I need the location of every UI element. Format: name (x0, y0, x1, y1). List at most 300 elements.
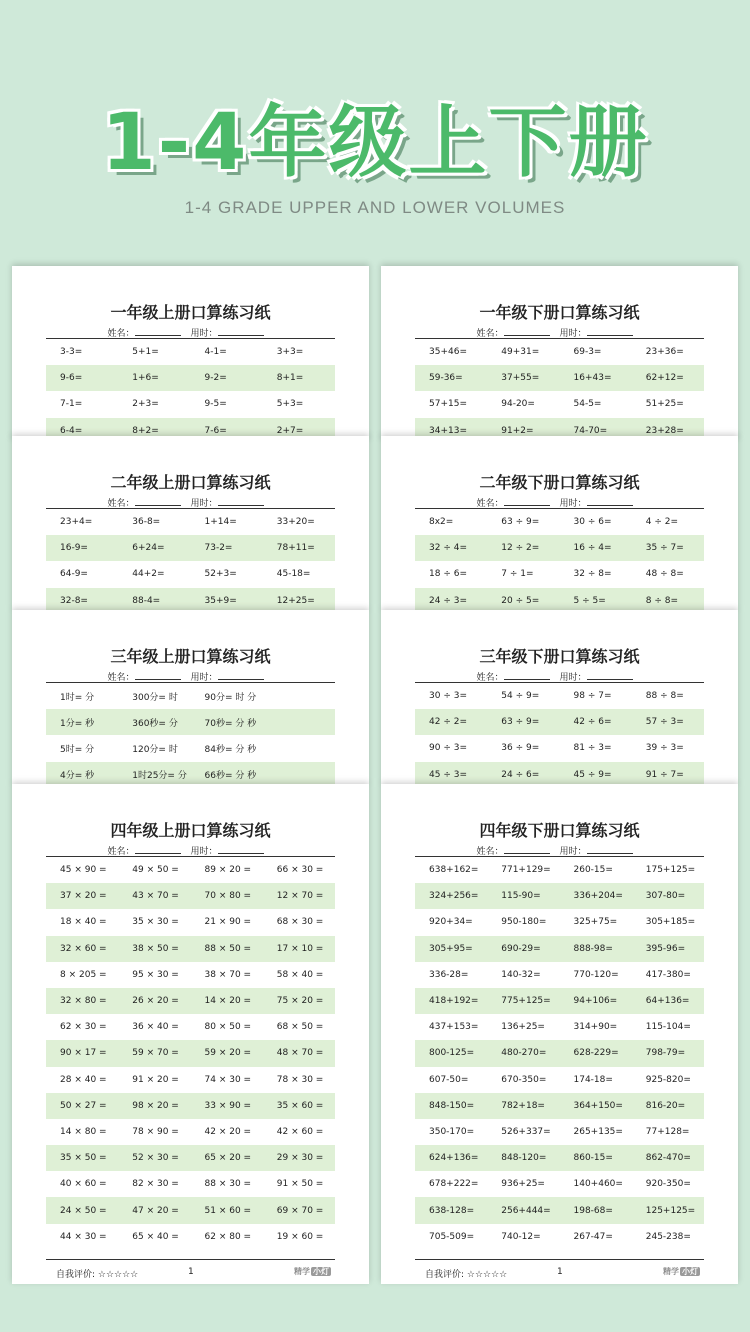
problem-row (415, 1145, 704, 1171)
problem-row (415, 857, 704, 883)
problem-cell: 63 ÷ 9= (501, 517, 540, 528)
problem-cell: 36 × 40 = (132, 1022, 179, 1033)
problem-cell: 57 ÷ 3= (645, 717, 684, 728)
problem-cell: 260-15= (573, 865, 613, 876)
problem-cell: 690-29= (501, 943, 541, 954)
problem-cell: 8 × 205 = (60, 969, 107, 980)
problem-cell: 705-509= (429, 1231, 475, 1242)
name-label: 姓名： (476, 673, 504, 683)
problem-row (415, 762, 704, 785)
name-blank[interactable] (135, 845, 181, 854)
name-blank[interactable] (504, 671, 550, 680)
problem-cell: 59-36= (429, 373, 463, 384)
problem-cell: 45-18= (276, 569, 311, 580)
problem-cell: 74-70= (573, 425, 608, 436)
hero-title: 1-4年级上下册 (101, 98, 649, 188)
problem-grid (415, 339, 704, 441)
problem-cell: 45 ÷ 3= (429, 769, 467, 780)
problem-cell: 140+460= (573, 1179, 623, 1190)
problem-row (46, 1145, 335, 1171)
problem-cell: 63 ÷ 9= (501, 717, 540, 728)
brand-logo (663, 1266, 700, 1277)
problem-cell: 267-47= (573, 1231, 613, 1242)
problem-cell: 35+46= (429, 347, 467, 358)
problem-row (415, 535, 704, 561)
problem-cell: 91 × 20 = (132, 1074, 179, 1085)
time-label: 用时： (559, 329, 587, 339)
problem-cell: 8 ÷ 8= (645, 595, 679, 606)
problem-row (46, 883, 335, 909)
problem-row (415, 962, 704, 988)
problem-cell: 32 ÷ 4= (429, 543, 467, 554)
worksheet-title: 一年级上册口算练习纸 (110, 303, 271, 322)
problem-row (415, 1224, 704, 1250)
problem-row (415, 1119, 704, 1145)
problem-cell: 98 ÷ 7= (573, 691, 612, 702)
time-blank[interactable] (587, 327, 633, 336)
worksheet-7 (12, 784, 369, 1284)
worksheet-footer (46, 1259, 335, 1280)
problem-row (415, 1171, 704, 1197)
time-label: 用时： (559, 847, 587, 857)
problem-cell: 42 ÷ 2= (429, 717, 467, 728)
problem-cell: 91+2= (501, 425, 534, 436)
problem-cell: 78 × 30 = (276, 1074, 324, 1085)
problem-cell: 23+28= (645, 425, 684, 436)
problem-row (415, 588, 704, 611)
problem-row (415, 1093, 704, 1119)
problem-cell: 35 ÷ 7= (645, 543, 684, 554)
problem-row (415, 391, 704, 417)
problem-cell: 8x2= (429, 517, 454, 528)
problem-row (415, 988, 704, 1014)
problem-cell: 49 × 50 = (132, 865, 179, 876)
problem-cell: 9-6= (60, 373, 83, 384)
time-label: 用时： (190, 847, 218, 857)
problem-cell: 45 ÷ 9= (573, 769, 612, 780)
problem-cell: 43 × 70 = (132, 891, 179, 902)
problem-cell: 62 × 80 = (204, 1231, 252, 1242)
problem-cell: 54 ÷ 9= (501, 691, 540, 702)
hero-subtitle: 1-4 GRADE UPPER AND LOWER VOLUMES (184, 198, 566, 217)
problem-row (46, 365, 335, 391)
problem-cell: 17 × 10 = (276, 943, 324, 954)
problem-grid (46, 339, 335, 441)
problem-cell: 28 × 40 = (60, 1074, 107, 1085)
problem-grid (46, 509, 335, 611)
worksheet-title: 二年级上册口算练习纸 (110, 473, 271, 492)
problem-cell: 44+2= (132, 569, 165, 580)
problem-cell: 936+25= (501, 1179, 545, 1190)
problem-cell: 4-1= (204, 347, 227, 358)
problem-row (415, 339, 704, 365)
worksheet-6 (381, 610, 738, 785)
name-label: 姓名： (476, 499, 504, 509)
time-blank[interactable] (218, 671, 264, 680)
problem-cell: 1+14= (204, 517, 237, 528)
problem-cell: 64-9= (60, 569, 88, 580)
problem-grid (415, 683, 704, 785)
problem-cell: 66 × 30 = (276, 865, 324, 876)
problem-cell: 36-8= (132, 517, 161, 528)
name-blank[interactable] (135, 497, 181, 506)
name-blank[interactable] (504, 845, 550, 854)
problem-row (46, 1171, 335, 1197)
problem-cell: 34+13= (429, 425, 467, 436)
problem-row (46, 391, 335, 417)
name-label: 姓名： (107, 329, 135, 339)
name-blank[interactable] (504, 327, 550, 336)
problem-cell: 12 ÷ 2= (501, 543, 540, 554)
problem-cell: 678+222= (429, 1179, 479, 1190)
time-blank[interactable] (587, 497, 633, 506)
problem-cell: 57+15= (429, 399, 467, 410)
brand-logo (294, 1266, 331, 1277)
problem-cell: 35+9= (204, 595, 237, 606)
name-blank[interactable] (504, 497, 550, 506)
problem-cell: 7-1= (60, 399, 83, 410)
problem-row (46, 988, 335, 1014)
worksheet-4 (381, 436, 738, 611)
problem-cell: 70秒= 分 秒 (204, 718, 257, 729)
problem-cell: 418+192= (429, 996, 479, 1007)
problem-cell: 19 × 60 = (276, 1231, 324, 1242)
problem-row (46, 509, 335, 535)
problem-cell: 9-2= (204, 373, 227, 384)
brand-logo-text: 精学 (663, 1267, 679, 1276)
problem-row (415, 1040, 704, 1066)
name-label: 姓名： (476, 329, 504, 339)
problem-cell: 395-96= (645, 943, 686, 954)
problem-cell: 42 ÷ 6= (573, 717, 612, 728)
problem-cell: 174-18= (573, 1074, 613, 1085)
worksheet-title: 四年级下册口算练习纸 (479, 821, 640, 840)
problem-row (415, 1014, 704, 1040)
problem-cell: 862-470= (645, 1153, 691, 1164)
problem-cell: 54-5= (573, 399, 602, 410)
problem-cell: 77+128= (645, 1126, 690, 1137)
problem-cell: 62 × 30 = (60, 1022, 107, 1033)
problem-cell: 6+24= (132, 543, 165, 554)
worksheet-5 (12, 610, 369, 785)
problem-row (46, 561, 335, 587)
problem-cell: 45 × 90 = (60, 865, 107, 876)
worksheet-footer (415, 1259, 704, 1280)
problem-cell: 75 × 20 = (276, 996, 324, 1007)
problem-cell: 78 × 90 = (132, 1126, 179, 1137)
problem-cell: 120分= 时 (132, 744, 178, 755)
problem-cell: 638-128= (429, 1205, 475, 1216)
problem-cell: 18 ÷ 6= (429, 569, 467, 580)
problem-row (46, 588, 335, 611)
problem-cell: 607-50= (429, 1074, 469, 1085)
problem-cell: 325+75= (573, 917, 618, 928)
problem-cell: 16-9= (60, 543, 88, 554)
problem-cell: 480-270= (501, 1048, 547, 1059)
worksheet-title: 三年级上册口算练习纸 (110, 647, 271, 666)
name-blank[interactable] (135, 327, 181, 336)
problem-cell: 64+136= (645, 996, 690, 1007)
problem-cell: 5+1= (132, 347, 159, 358)
problem-row (46, 709, 335, 735)
problem-row (46, 683, 335, 709)
time-label: 用时： (190, 329, 218, 339)
problem-cell: 670-350= (501, 1074, 547, 1085)
problem-cell: 360秒= 分 (132, 718, 178, 729)
problem-cell: 32 × 80 = (60, 996, 107, 1007)
problem-cell: 49+31= (501, 347, 540, 358)
problem-cell: 52+3= (204, 569, 237, 580)
problem-row (415, 683, 704, 709)
problem-row (415, 1197, 704, 1223)
problem-row (46, 1119, 335, 1145)
problem-cell: 88 × 50 = (204, 943, 252, 954)
problem-row (46, 1197, 335, 1223)
problem-cell: 23+4= (60, 517, 93, 528)
problem-cell: 66秒= 分 秒 (204, 771, 257, 782)
worksheet-1 (12, 266, 369, 441)
problem-cell: 51+25= (645, 399, 684, 410)
problem-cell: 1分= 秒 (60, 718, 95, 729)
problem-cell: 3+3= (276, 347, 304, 358)
problem-cell: 94+106= (573, 996, 618, 1007)
problem-cell: 314+90= (573, 1022, 618, 1033)
problem-cell: 42 × 20 = (204, 1126, 252, 1137)
time-blank[interactable] (587, 845, 633, 854)
problem-cell: 39 ÷ 3= (645, 743, 684, 754)
problem-cell: 88 × 30 = (204, 1179, 252, 1190)
problem-cell: 65 × 20 = (204, 1153, 252, 1164)
problem-row (415, 883, 704, 909)
problem-cell: 35 × 60 = (276, 1100, 324, 1111)
brand-logo-tag: 小灯 (313, 1267, 329, 1276)
problem-cell: 32-8= (60, 595, 88, 606)
problem-cell: 14 × 20 = (204, 996, 252, 1007)
problem-cell: 32 ÷ 8= (573, 569, 612, 580)
page-number: 1 (557, 1267, 563, 1277)
problem-cell: 324+256= (429, 891, 479, 902)
problem-cell: 98 × 20 = (132, 1100, 179, 1111)
problem-cell: 48 × 70 = (276, 1048, 324, 1059)
worksheet-title: 三年级下册口算练习纸 (479, 647, 640, 666)
problem-cell: 9-5= (204, 399, 227, 410)
problem-row (415, 735, 704, 761)
problem-cell: 771+129= (501, 865, 551, 876)
problem-cell: 50 × 27 = (60, 1100, 107, 1111)
worksheet-2 (381, 266, 738, 441)
problem-cell: 48 ÷ 8= (645, 569, 684, 580)
problem-cell: 437+153= (429, 1022, 479, 1033)
problem-cell: 4分= 秒 (60, 771, 95, 782)
problem-cell: 198-68= (573, 1205, 613, 1216)
problem-cell: 16+43= (573, 373, 612, 384)
problem-cell: 32 × 60 = (60, 943, 107, 954)
problem-cell: 74 × 30 = (204, 1074, 252, 1085)
problem-grid (415, 509, 704, 611)
problem-cell: 29 × 30 = (276, 1153, 324, 1164)
problem-cell: 69-3= (573, 347, 602, 358)
problem-row (46, 1067, 335, 1093)
problem-cell: 20 ÷ 5= (501, 595, 540, 606)
problem-cell: 4 ÷ 2= (645, 517, 679, 528)
problem-cell: 14 × 80 = (60, 1126, 107, 1137)
problem-cell: 800-125= (429, 1048, 475, 1059)
problem-grid (46, 683, 335, 785)
problem-cell: 816-20= (645, 1100, 686, 1111)
problem-row (415, 365, 704, 391)
problem-row (415, 936, 704, 962)
problem-row (46, 1093, 335, 1119)
problem-cell: 888-98= (573, 943, 613, 954)
page-number: 1 (188, 1267, 194, 1277)
problem-cell: 81 ÷ 3= (573, 743, 612, 754)
problem-cell: 91 × 50 = (276, 1179, 324, 1190)
problem-cell: 624+136= (429, 1153, 479, 1164)
problem-cell: 1+6= (132, 373, 159, 384)
problem-cell: 256+444= (501, 1205, 551, 1216)
problem-cell: 798-79= (645, 1048, 686, 1059)
worksheet-title: 一年级下册口算练习纸 (479, 303, 640, 322)
problem-row (46, 339, 335, 365)
problem-row (415, 509, 704, 535)
problem-grid (46, 857, 335, 1250)
problem-cell: 782+18= (501, 1100, 545, 1111)
problem-cell: 307-80= (645, 891, 686, 902)
problem-cell: 860-15= (573, 1153, 613, 1164)
problem-cell: 84秒= 分 秒 (204, 744, 257, 755)
problem-cell: 82 × 30 = (132, 1179, 179, 1190)
problem-cell: 90 × 17 = (60, 1048, 107, 1059)
problem-row (415, 561, 704, 587)
problem-cell: 24 ÷ 6= (501, 769, 540, 780)
problem-cell: 336-28= (429, 969, 469, 980)
problem-cell: 16 ÷ 4= (573, 543, 612, 554)
problem-cell: 37 × 20 = (60, 891, 107, 902)
problem-row (46, 1014, 335, 1040)
worksheet-title: 四年级上册口算练习纸 (110, 821, 271, 840)
problem-cell: 40 × 60 = (60, 1179, 107, 1190)
problem-row (46, 909, 335, 935)
problem-cell: 300分= 时 (132, 692, 178, 703)
problem-cell: 5 ÷ 5= (573, 595, 606, 606)
problem-grid (415, 857, 704, 1250)
problem-cell: 91 ÷ 7= (645, 769, 684, 780)
name-blank[interactable] (135, 671, 181, 680)
problem-row (46, 762, 335, 785)
problem-cell: 848-120= (501, 1153, 547, 1164)
worksheet-title: 二年级下册口算练习纸 (479, 473, 640, 492)
self-evaluation: 自我评价: ☆☆☆☆☆ (56, 1270, 139, 1280)
problem-cell: 35 × 30 = (132, 917, 179, 928)
time-label: 用时： (190, 499, 218, 509)
time-label: 用时： (559, 673, 587, 683)
problem-cell: 8+1= (276, 373, 304, 384)
problem-cell: 136+25= (501, 1022, 545, 1033)
problem-cell: 59 × 70 = (132, 1048, 179, 1059)
problem-cell: 30 ÷ 3= (429, 691, 467, 702)
self-evaluation: 自我评价: ☆☆☆☆☆ (425, 1270, 508, 1280)
time-blank[interactable] (218, 327, 264, 336)
problem-cell: 848-150= (429, 1100, 475, 1111)
problem-cell: 38 × 70 = (204, 969, 252, 980)
name-label: 姓名： (476, 847, 504, 857)
problem-cell: 94-20= (501, 399, 535, 410)
problem-cell: 44 × 30 = (60, 1231, 107, 1242)
problem-cell: 175+125= (645, 865, 696, 876)
problem-cell: 305+185= (645, 917, 696, 928)
worksheet-8 (381, 784, 738, 1284)
problem-cell: 62+12= (645, 373, 684, 384)
problem-row (46, 735, 335, 761)
name-label: 姓名： (107, 847, 135, 857)
brand-logo-text: 精学 (294, 1267, 310, 1276)
problem-cell: 78+11= (276, 543, 315, 554)
problem-cell: 526+337= (501, 1126, 551, 1137)
problem-cell: 7 ÷ 1= (501, 569, 534, 580)
problem-cell: 265+135= (573, 1126, 623, 1137)
problem-cell: 1时= 分 (60, 692, 95, 703)
problem-cell: 30 ÷ 6= (573, 517, 612, 528)
time-blank[interactable] (218, 497, 264, 506)
problem-cell: 33+20= (276, 517, 315, 528)
problem-cell: 24 ÷ 3= (429, 595, 467, 606)
problem-cell: 90 ÷ 3= (429, 743, 467, 754)
time-blank[interactable] (587, 671, 633, 680)
problem-cell: 5+3= (276, 399, 304, 410)
problem-cell: 1时25分= 分 (132, 771, 187, 782)
problem-row (415, 909, 704, 935)
problem-row (46, 857, 335, 883)
problem-cell: 68 × 30 = (276, 917, 324, 928)
problem-cell: 336+204= (573, 891, 623, 902)
problem-cell: 364+150= (573, 1100, 623, 1111)
name-label: 姓名： (107, 499, 135, 509)
problem-cell: 80 × 50 = (204, 1022, 252, 1033)
problem-cell: 140-32= (501, 969, 541, 980)
problem-cell: 8+2= (132, 425, 159, 436)
problem-cell: 245-238= (645, 1231, 691, 1242)
problem-cell: 47 × 20 = (132, 1205, 179, 1216)
problem-cell: 3-3= (60, 347, 83, 358)
problem-cell: 638+162= (429, 865, 479, 876)
problem-cell: 38 × 50 = (132, 943, 179, 954)
problem-cell: 12+25= (276, 595, 315, 606)
problem-cell: 115-90= (501, 891, 541, 902)
problem-row (46, 1224, 335, 1250)
problem-row (46, 962, 335, 988)
problem-cell: 5时= 分 (60, 744, 95, 755)
problem-row (46, 936, 335, 962)
problem-cell: 775+125= (501, 996, 551, 1007)
problem-cell: 37+55= (501, 373, 540, 384)
problem-cell: 58 × 40 = (276, 969, 324, 980)
problem-cell: 21 × 90 = (204, 917, 252, 928)
problem-cell: 305+95= (429, 943, 473, 954)
problem-cell: 950-180= (501, 917, 547, 928)
time-blank[interactable] (218, 845, 264, 854)
problem-cell: 59 × 20 = (204, 1048, 252, 1059)
problem-cell: 24 × 50 = (60, 1205, 107, 1216)
problem-cell: 417-380= (645, 969, 691, 980)
problem-cell: 18 × 40 = (60, 917, 107, 928)
problem-cell: 628-229= (573, 1048, 619, 1059)
problem-cell: 925-820= (645, 1074, 691, 1085)
problem-cell: 23+36= (645, 347, 684, 358)
problem-cell: 65 × 40 = (132, 1231, 179, 1242)
problem-cell: 73-2= (204, 543, 233, 554)
problem-cell: 920-350= (645, 1179, 691, 1190)
problem-cell: 350-170= (429, 1126, 475, 1137)
